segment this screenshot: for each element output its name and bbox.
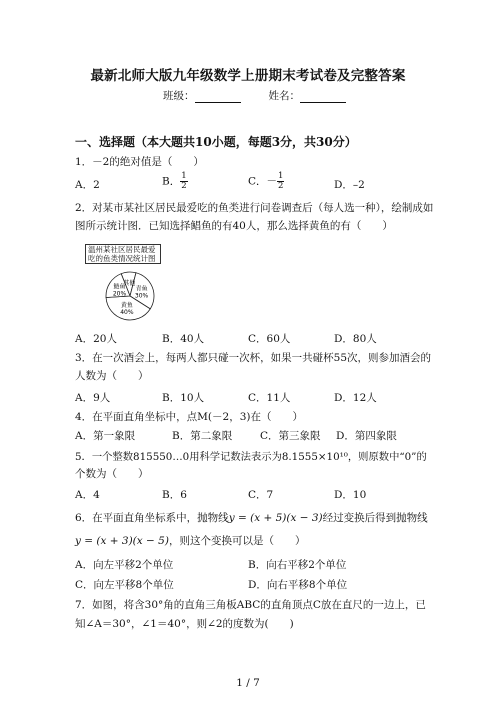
- q3-line1: 3．在一次酒会上，每两人都只碰一次杯，如果一共碰杯55次，则参加酒会的: [75, 352, 432, 364]
- q5-option-d: D．10: [334, 489, 367, 501]
- q1-option-d: D．–2: [334, 179, 365, 191]
- q2-line2: 图所示统计图．已知选择鲳鱼的有40人，那么选择黄鱼的有（ ）: [75, 220, 393, 232]
- q3-option-c: C．11人: [248, 392, 291, 404]
- q7-line2: 知∠A＝30°，∠1＝40°，则∠2的度数为( ): [75, 618, 294, 630]
- q6-formula-1: y = (x + 5)(x − 3): [228, 512, 323, 524]
- name-label: 姓名：: [268, 90, 300, 102]
- class-label: 班级：: [163, 90, 195, 102]
- q7-line1: 7．如图，将含30°角的直角三角板ABC的直角顶点C放在直尺的一边上，已: [75, 599, 426, 611]
- q5-option-b: B．6: [162, 489, 187, 501]
- q5-line2: 个数为（ ）: [75, 468, 149, 480]
- q3-option-b: B．10人: [162, 392, 205, 404]
- q1-option-a: A．2: [75, 179, 100, 191]
- q5-option-a: A．4: [75, 489, 100, 501]
- fraction-numerator: 1: [278, 171, 284, 181]
- q4-option-d: D．第四象限: [336, 430, 397, 442]
- fraction-denominator: 2: [181, 181, 187, 191]
- pie-label-黄鱼: 黄鱼: [120, 302, 133, 310]
- q5-option-c: C．7: [248, 489, 274, 501]
- pie-value-黄鱼: 40%: [120, 309, 134, 317]
- pie-label-鲢鱼: 鲢鱼: [113, 283, 126, 291]
- q6-line2-suffix: ，则这个变换可以是（ ）: [168, 535, 306, 547]
- q1-option-c-fraction: [277, 172, 284, 191]
- q2-option-c: C．60人: [248, 333, 291, 345]
- q6-formula-2: y = (x + 3)(x − 5): [75, 535, 169, 547]
- q2-option-a: A．20人: [75, 333, 117, 345]
- class-field[interactable]: [195, 91, 241, 103]
- q2-option-d: D．80人: [334, 333, 377, 345]
- q1-option-c-label: C．－: [248, 175, 278, 188]
- student-info: [163, 88, 346, 103]
- q4-option-a: A．第一象限: [75, 430, 136, 442]
- q3-option-d: D．12人: [334, 392, 377, 404]
- section-heading: 一、选择题（本大题共10小题，每题3分，共30分）: [75, 135, 357, 149]
- pie-label-青鱼: 青鱼: [135, 285, 148, 293]
- q6-option-d: D．向右平移8个单位: [248, 579, 348, 591]
- q6-line1: [75, 510, 428, 525]
- q4-stem: 4．在平面直角坐标中，点M(－2，3)在（ ）: [75, 411, 303, 423]
- name-field[interactable]: [300, 91, 346, 103]
- q4-option-b: B．第二象限: [172, 430, 233, 442]
- pie-value-青鱼: 30%: [134, 292, 149, 300]
- q6-option-b: B．向右平移2个单位: [248, 559, 347, 571]
- q1-stem: 1．－2的绝对值是（ ）: [75, 156, 204, 168]
- q3-line2: 人数为（ ）: [75, 370, 149, 382]
- q1-option-c: [248, 172, 284, 191]
- q6-option-c: C．向左平移8个单位: [75, 579, 174, 591]
- chart-title: 温州某社区居民最爱吃的鱼类情况统计图: [85, 244, 161, 264]
- pie-label-其他: 其他: [123, 279, 136, 287]
- q1-option-b-label: B．: [162, 175, 181, 188]
- pie-value-鲢鱼: 20%: [112, 290, 127, 298]
- q6-line1-prefix: 6．在平面直角坐标系中，抛物线: [75, 512, 229, 524]
- q2-option-b: B．40人: [162, 333, 205, 345]
- q1-option-b-fraction: [180, 172, 187, 191]
- q5-line1: 5．一个整数815550…0用科学记数法表示为8.1555×10¹⁰，则原数中“0”的: [75, 451, 427, 463]
- q2-line1: 2．对某市某社区居民最爱吃的鱼类进行问卷调查后（每人选一种），绘制成如: [75, 202, 434, 214]
- q3-option-a: A．9人: [75, 392, 111, 404]
- q6-option-a: A．向左平移2个单位: [75, 559, 174, 571]
- page-number: 1 / 7: [236, 677, 260, 689]
- fraction-denominator: 2: [278, 181, 284, 191]
- q4-option-c: C．第三象限: [260, 430, 321, 442]
- pie-chart: [99, 262, 179, 332]
- q1-option-b: [162, 172, 188, 191]
- q6-line1-suffix: 经过变换后得到抛物线: [322, 512, 428, 524]
- fraction-numerator: 1: [181, 171, 187, 181]
- page-title: 最新北师大版九年级数学上册期末考试卷及完整答案: [90, 68, 406, 84]
- q6-line2: [75, 533, 305, 548]
